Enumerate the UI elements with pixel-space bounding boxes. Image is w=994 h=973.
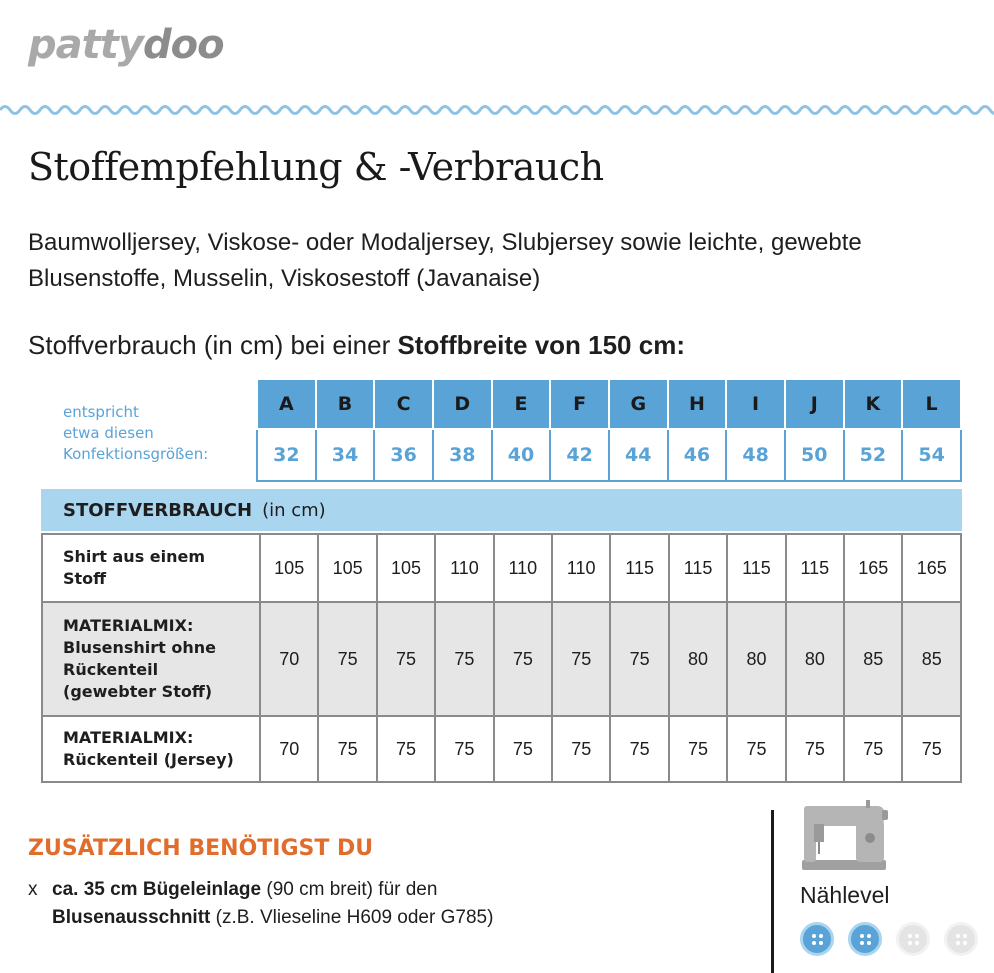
usage-cell: 105 bbox=[318, 534, 376, 602]
row-label bbox=[42, 534, 260, 602]
usage-table-header bbox=[41, 489, 962, 531]
usage-cell: 75 bbox=[377, 716, 435, 782]
usage-cell: 115 bbox=[786, 534, 844, 602]
row-label-line: MATERIALMIX: bbox=[63, 616, 194, 635]
size-number: 54 bbox=[902, 429, 961, 481]
row-label-line: Blusenshirt ohne bbox=[63, 638, 216, 657]
usage-cell: 75 bbox=[318, 602, 376, 716]
usage-cell: 75 bbox=[844, 716, 902, 782]
usage-cell: 115 bbox=[610, 534, 668, 602]
usage-cell: 75 bbox=[610, 716, 668, 782]
wavy-divider bbox=[0, 98, 994, 122]
usage-cell: 70 bbox=[260, 716, 318, 782]
size-note-line: entspricht bbox=[63, 403, 139, 421]
size-letter: F bbox=[550, 379, 609, 429]
size-number: 52 bbox=[844, 429, 903, 481]
list-bullet: x bbox=[28, 879, 38, 900]
item-bold-1: ca. 35 cm Bügeleinlage bbox=[52, 879, 262, 900]
usage-cell: 75 bbox=[552, 716, 610, 782]
usage-cell: 75 bbox=[377, 602, 435, 716]
size-note-line: etwa diesen bbox=[63, 424, 154, 442]
size-note bbox=[63, 402, 208, 465]
usage-cell: 75 bbox=[669, 716, 727, 782]
table-row bbox=[42, 534, 961, 602]
usage-cell: 110 bbox=[494, 534, 552, 602]
size-number: 50 bbox=[785, 429, 844, 481]
sewing-machine-icon bbox=[800, 800, 890, 872]
size-letter: J bbox=[785, 379, 844, 429]
usage-table bbox=[41, 533, 962, 783]
row-label-line: Shirt aus einem bbox=[63, 547, 206, 566]
size-letter: K bbox=[844, 379, 903, 429]
size-numbers-row bbox=[257, 429, 961, 481]
usage-cell: 85 bbox=[844, 602, 902, 716]
row-label-line: Rückenteil (Jersey) bbox=[63, 750, 234, 769]
fabric-usage-line bbox=[28, 330, 685, 361]
sewing-level-rating bbox=[800, 922, 978, 956]
size-letter: B bbox=[316, 379, 375, 429]
usage-cell: 85 bbox=[902, 602, 961, 716]
size-letter: D bbox=[433, 379, 492, 429]
button-icon bbox=[848, 922, 882, 956]
usage-header-title: STOFFVERBRAUCH bbox=[63, 499, 253, 521]
button-icon bbox=[944, 922, 978, 956]
brand-logo-right: doo bbox=[142, 22, 224, 68]
usage-cell: 165 bbox=[902, 534, 961, 602]
usage-cell: 75 bbox=[494, 716, 552, 782]
size-number: 42 bbox=[550, 429, 609, 481]
sewing-level-label: Nählevel bbox=[800, 882, 890, 908]
row-label bbox=[42, 716, 260, 782]
size-letter: A bbox=[257, 379, 316, 429]
size-table bbox=[256, 378, 962, 482]
usage-cell: 110 bbox=[552, 534, 610, 602]
usage-cell: 165 bbox=[844, 534, 902, 602]
brand-logo bbox=[28, 22, 224, 68]
additional-materials-list bbox=[28, 876, 728, 932]
size-letter: L bbox=[902, 379, 961, 429]
button-icon bbox=[896, 922, 930, 956]
item-text-1: (90 cm breit) für den bbox=[261, 879, 438, 900]
size-letters-row bbox=[257, 379, 961, 429]
table-row bbox=[42, 602, 961, 716]
row-label bbox=[42, 602, 260, 716]
usage-cell: 75 bbox=[552, 602, 610, 716]
fabric-recommendation: Baumwolljersey, Viskose- oder Modaljersey, Slubjersey sowie leichte, gewebte Blusenstoffe, Musselin, Viskosestoff (Javanaise) bbox=[28, 229, 862, 292]
size-number: 38 bbox=[433, 429, 492, 481]
usage-cell: 105 bbox=[260, 534, 318, 602]
usage-cell: 80 bbox=[786, 602, 844, 716]
usage-cell: 75 bbox=[727, 716, 785, 782]
size-letter: C bbox=[374, 379, 433, 429]
list-item-text bbox=[52, 876, 493, 932]
usage-cell: 105 bbox=[377, 534, 435, 602]
item-bold-2: Blusenausschnitt bbox=[52, 907, 211, 928]
additional-materials-title: ZUSÄTZLICH BENÖTIGST DU bbox=[28, 836, 374, 861]
row-label-line: Stoff bbox=[63, 569, 107, 588]
table-row bbox=[42, 716, 961, 782]
usage-cell: 75 bbox=[902, 716, 961, 782]
usage-cell: 80 bbox=[727, 602, 785, 716]
row-label-line: Rückenteil bbox=[63, 660, 159, 679]
size-letter: H bbox=[668, 379, 727, 429]
list-item bbox=[28, 876, 728, 932]
usage-cell: 75 bbox=[494, 602, 552, 716]
size-number: 48 bbox=[726, 429, 785, 481]
usage-cell: 115 bbox=[669, 534, 727, 602]
usage-cell: 115 bbox=[727, 534, 785, 602]
size-letter: G bbox=[609, 379, 668, 429]
usage-cell: 75 bbox=[610, 602, 668, 716]
size-letter: E bbox=[492, 379, 551, 429]
usage-cell: 75 bbox=[435, 716, 493, 782]
row-label-line: (gewebter Stoff) bbox=[63, 682, 213, 701]
row-label-line: MATERIALMIX: bbox=[63, 728, 194, 747]
size-number: 46 bbox=[668, 429, 727, 481]
usage-cell: 75 bbox=[318, 716, 376, 782]
size-number: 36 bbox=[374, 429, 433, 481]
page-title: Stoffempfehlung & -Verbrauch bbox=[28, 145, 604, 189]
size-note-line: Konfektionsgrößen: bbox=[63, 445, 209, 463]
usage-header-unit: (in cm) bbox=[262, 499, 326, 521]
usage-cell: 80 bbox=[669, 602, 727, 716]
vertical-divider bbox=[771, 810, 774, 973]
usage-cell: 110 bbox=[435, 534, 493, 602]
usage-line-prefix: Stoffverbrauch (in cm) bei einer bbox=[28, 330, 398, 360]
item-text-2: (z.B. Vlieseline H609 oder G785) bbox=[210, 907, 494, 928]
button-icon bbox=[800, 922, 834, 956]
usage-line-bold: Stoffbreite von 150 cm: bbox=[397, 330, 685, 360]
usage-cell: 75 bbox=[435, 602, 493, 716]
size-letter: I bbox=[726, 379, 785, 429]
usage-cell: 75 bbox=[786, 716, 844, 782]
brand-logo-left: patty bbox=[28, 22, 143, 68]
size-number: 34 bbox=[316, 429, 375, 481]
size-number: 44 bbox=[609, 429, 668, 481]
size-number: 32 bbox=[257, 429, 316, 481]
usage-cell: 70 bbox=[260, 602, 318, 716]
size-number: 40 bbox=[492, 429, 551, 481]
